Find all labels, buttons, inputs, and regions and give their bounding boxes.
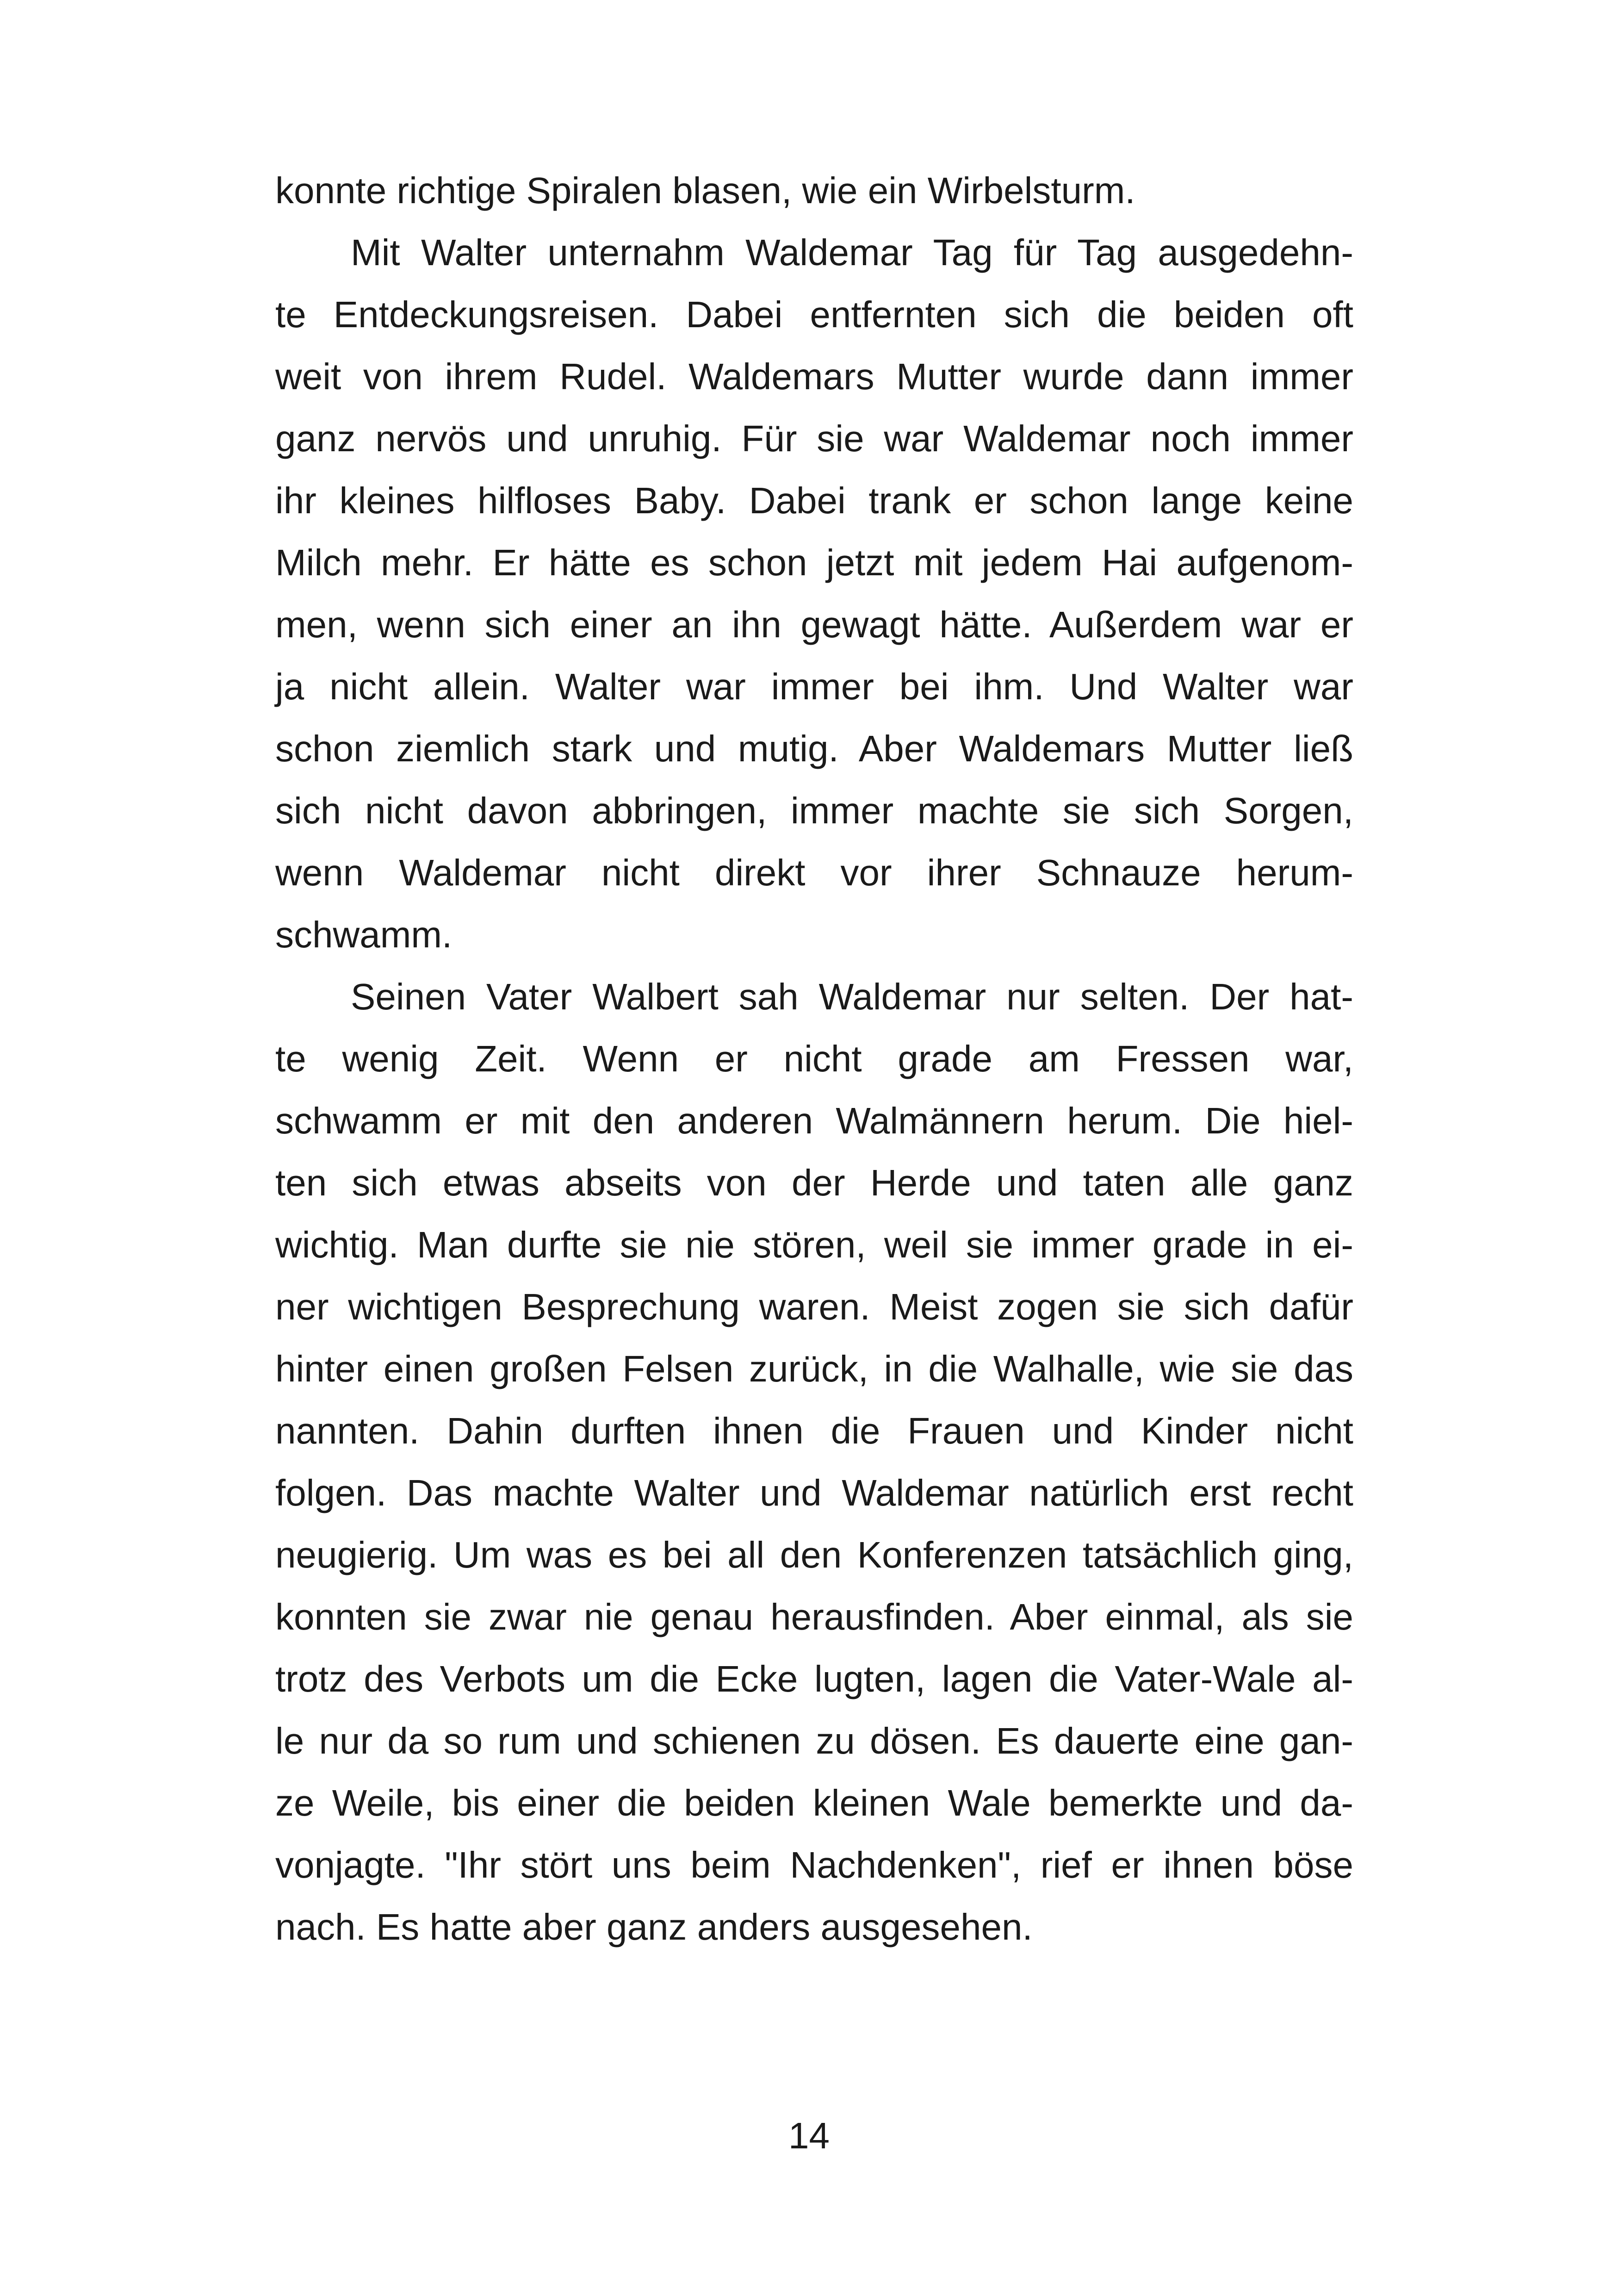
text-line: schwamm.: [275, 914, 453, 955]
text-line: hinter einen großen Felsen zurück, in die Walhalle, wie sie das: [275, 1348, 1353, 1389]
text-line: ganz nervös und unruhig. Für sie war Waldemar noch immer: [275, 418, 1353, 459]
page-number: 14: [788, 2115, 830, 2156]
text-line: le nur da so rum und schienen zu dösen. Es dauerte eine gan-: [275, 1720, 1353, 1761]
text-line: te wenig Zeit. Wenn er nicht grade am Fressen war,: [275, 1038, 1353, 1079]
text-line: ze Weile, bis einer die beiden kleinen Wale bemerkte und da-: [275, 1782, 1353, 1823]
text-line: trotz des Verbots um die Ecke lugten, lagen die Vater-Wale al-: [275, 1658, 1353, 1699]
body-text: [275, 160, 1353, 1958]
text-line: neugierig. Um was es bei all den Konferenzen tatsächlich ging,: [275, 1534, 1353, 1575]
text-line: Milch mehr. Er hätte es schon jetzt mit jedem Hai aufgenom-: [275, 542, 1353, 583]
text-line: Mit Walter unternahm Waldemar Tag für Tag ausgedehn-: [351, 232, 1353, 273]
text-line: wenn Waldemar nicht direkt vor ihrer Schnauze herum-: [275, 852, 1353, 893]
text-line: weit von ihrem Rudel. Waldemars Mutter wurde dann immer: [275, 356, 1353, 397]
text-line: nannten. Dahin durften ihnen die Frauen und Kinder nicht: [275, 1410, 1353, 1451]
text-line: men, wenn sich einer an ihn gewagt hätte. Außerdem war er: [275, 604, 1353, 645]
text-line: ihr kleines hilfloses Baby. Dabei trank er schon lange keine: [275, 480, 1353, 521]
text-line: schwamm er mit den anderen Walmännern herum. Die hiel-: [275, 1100, 1353, 1141]
text-line: nach. Es hatte aber ganz anders ausgesehen.: [275, 1906, 1033, 1948]
text-line: ja nicht allein. Walter war immer bei ihm. Und Walter war: [275, 666, 1353, 707]
text-line: ten sich etwas abseits von der Herde und taten alle ganz: [275, 1162, 1353, 1203]
text-line: folgen. Das machte Walter und Waldemar natürlich erst recht: [275, 1472, 1353, 1513]
text-line: konnten sie zwar nie genau herausfinden. Aber einmal, als sie: [275, 1596, 1353, 1637]
text-line: vonjagte. "Ihr stört uns beim Nachdenken", rief er ihnen böse: [275, 1844, 1353, 1885]
text-line: schon ziemlich stark und mutig. Aber Waldemars Mutter ließ: [275, 728, 1353, 769]
text-line: konnte richtige Spiralen blasen, wie ein Wirbelsturm.: [275, 170, 1135, 211]
text-line: ner wichtigen Besprechung waren. Meist zogen sie sich dafür: [275, 1286, 1353, 1327]
text-line: sich nicht davon abbringen, immer machte sie sich Sorgen,: [275, 790, 1353, 831]
text-line: wichtig. Man durfte sie nie stören, weil sie immer grade in ei-: [275, 1224, 1353, 1265]
text-line: te Entdeckungsreisen. Dabei entfernten sich die beiden oft: [275, 294, 1353, 335]
text-line: Seinen Vater Walbert sah Waldemar nur selten. Der hat-: [351, 976, 1353, 1017]
